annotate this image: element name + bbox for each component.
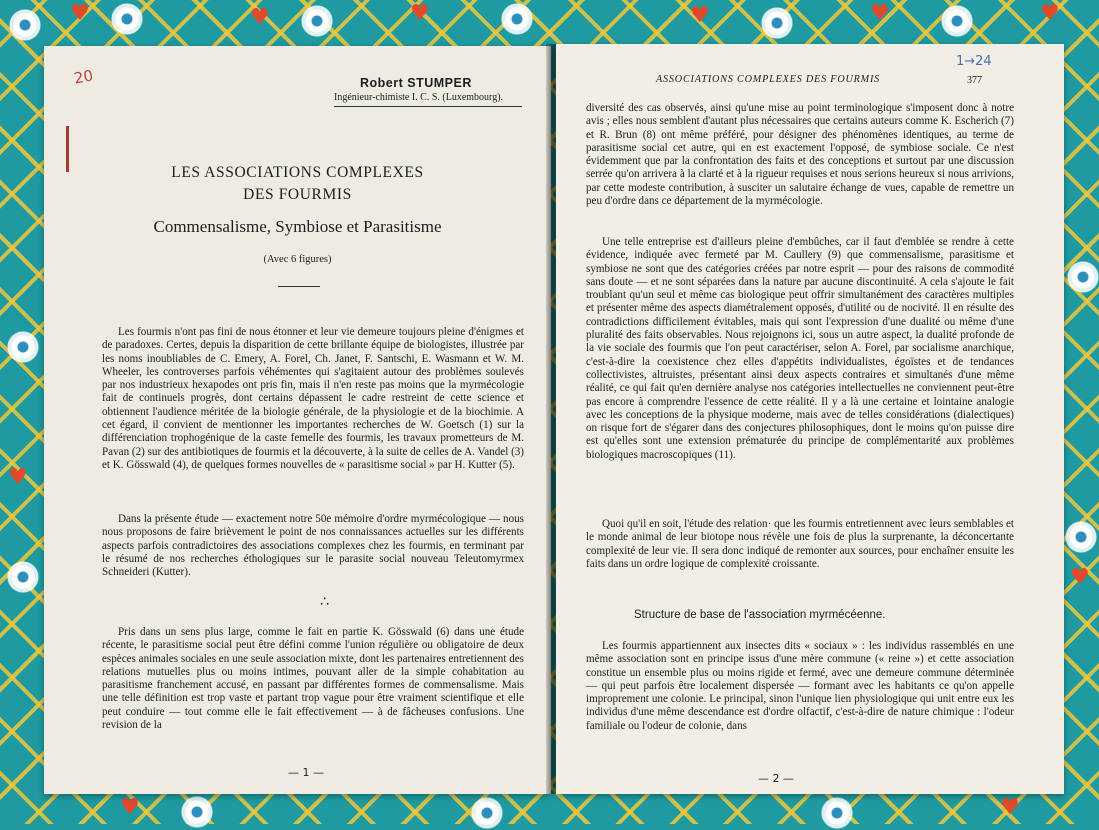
body-paragraph: Quoi qu'il en soit, l'étude des relation· que les fourmis entretiennent avec leurs semblables et le monde animal de leur biotope nous révèle une fois de plus la surprenante, la déconcertante complexité de leur vie. Il sera donc indiqué de remonter aux sources, pour enchaîner ensuite les faits dans un ordre logique de complexité croissante. — [586, 518, 1014, 570]
page-folio: — 2 — — [758, 772, 794, 785]
flower-pattern — [300, 4, 334, 38]
section-heading: Structure de base de l'association myrmécéenne. — [634, 609, 886, 621]
flower-pattern — [940, 4, 974, 38]
heart-pattern: ♥ — [70, 1, 90, 26]
heart-pattern: ♥ — [1070, 565, 1090, 590]
pencil-annotation: 1→24 — [956, 54, 992, 69]
flower-pattern — [8, 8, 42, 42]
figures-note: (Avec 6 figures) — [263, 254, 332, 265]
body-paragraph: Pris dans un sens plus large, comme le fait en partie K. Gösswald (6) dans une étude récente, le parasitisme social peut être défini comme l'union régulière ou obligatoire de deux espèces animales sociales en une seule association mixte, dont les partenaires entretiennent des relations mutuelles plus ou moins intimes, pouvant aller de la simple cohabitation au parasitisme franchement accusé, en passant par différentes formes de commensalisme. Mais une telle définition est trop vaste et partant trop vague pour être vraiment scientifique et elle peut conduire — tout comme elle le fait effectivement — à de fâcheuses confusions. Une revision de la — [102, 626, 524, 732]
page-number: 377 — [967, 75, 982, 86]
author-name: Robert STUMPER — [360, 76, 472, 90]
flower-pattern — [1066, 260, 1099, 294]
heart-pattern: ♥ — [690, 3, 710, 28]
article-subtitle: Commensalisme, Symbiose et Parasitisme — [153, 217, 442, 236]
body-paragraph: Dans la présente étude — exactement notre 50e mémoire d'ordre myrmécologique — nous nous proposons de faire brièvement le point de nos connaissances actuelles sur les différents aspects parfois contradictoires des associations complexes chez les fourmis, en terminant par le résumé de nos recherches éthologiques sur le parasite social nouveau Teleutomyrmex Schneideri (Kutter). — [102, 513, 524, 579]
heart-pattern: ♥ — [120, 795, 140, 820]
flower-pattern — [6, 330, 40, 364]
flower-pattern — [500, 2, 534, 36]
flower-pattern — [1064, 520, 1098, 554]
pencil-annotation: 20 — [72, 66, 95, 88]
heart-pattern: ♥ — [250, 5, 270, 30]
running-head: ASSOCIATIONS COMPLEXES DES FOURMIS — [656, 74, 881, 85]
section-separator: ∴ — [320, 594, 329, 610]
title-rule — [278, 286, 320, 287]
article-title-line1: LES ASSOCIATIONS COMPLEXES — [171, 164, 424, 181]
flower-pattern — [110, 2, 144, 36]
body-paragraph: diversité des cas observés, ainsi qu'une mise au point terminologique s'imposent donc à notre avis ; elles nous semblent d'autant plus nécessaires que certains auteurs comme K. Escherich (7) et R. Brun (8) ont même préféré, pour désigner des phénomènes identiques, au terme de parasitisme social cet autre, qui en est exactement l'opposé, de symbiose sociale. Ce n'est évidemment que par la confrontation des faits et des conceptions et surtout par une discussion serrée qu'on arrivera à la clarté et à la rigueur requises et nous serions heureux si nous arrivions, par cette modeste contribution, à susciter un salutaire échange de vues, capable de remettre un peu d'ordre dans ce département de la myrmécologie. — [586, 102, 1014, 208]
article-title-line2: DES FOURMIS — [243, 186, 352, 203]
right-page — [556, 44, 1064, 794]
left-page — [44, 46, 551, 794]
heart-pattern: ♥ — [870, 1, 890, 26]
author-block — [334, 76, 534, 107]
flower-pattern — [6, 560, 40, 594]
author-affiliation: Ingénieur-chimiste I. C. S. (Luxembourg). — [334, 92, 504, 103]
page-folio: — 1 — — [288, 766, 324, 779]
heart-pattern: ♥ — [8, 465, 28, 490]
body-paragraph: Les fourmis n'ont pas fini de nous étonner et leur vie demeure toujours pleine d'énigmes et de paradoxes. Certes, depuis la disparition de cette brillante équipe de biologistes, illustrée par les noms inoubliables de C. Emery, A. Forel, Ch. Janet, F. Santschi, E. Wasmann et W. M. Wheeler, les controverses parfois véhémentes qui s'agitaient autour des problèmes soulevés par nos industrieux hexapodes ont pris fin, mais il n'en reste pas moins que la myrmécologie fait de continuels progrès, dont certains dépassent le cadre restreint de cette science et obtiennent l'audience méritée de la biologie générale, de la physiologie et de la biochimie. A cet égard, il convient de mentionner les importantes recherches de W. Goetsch (1) sur la différenciation trophogénique de la caste femelle des fourmis, les travaux prometteurs de M. Pavan (2) sur des antibiotiques de fourmis et la découverte, à la suite de celles de A. Vandel (3) et K. Gösswald (4), de quelques formes nouvelles de « parasitisme social » par H. Kutter (5). — [102, 326, 524, 471]
heart-pattern: ♥ — [410, 1, 430, 26]
author-rule — [334, 106, 522, 107]
heart-pattern: ♥ — [1040, 1, 1060, 26]
flower-pattern — [760, 6, 794, 40]
flower-pattern — [820, 796, 854, 830]
flower-pattern — [470, 796, 504, 830]
body-paragraph: Une telle entreprise est d'ailleurs pleine d'embûches, car il faut d'emblée se rendre à cette évidence, indiquée avec fermeté par M. Caullery (9) que commensalisme, parasitisme et symbiose ne sont que des catégories créées par notre esprit — pour des raisons de commodité sans doute — et ne sont séparées dans la nature par aucune discontinuité. A cela s'ajoute le fait troublant qu'un seul et même cas biologique peut offrir simultanément des caractères multiples et présenter même des aspects diamétralement opposés, d'utilité ou de nocivité. Il en résulte des contradictions difficilement évitables, mais qui sont l'expression d'une dualité ou même d'une pluralité des faits observables. Nous rejoignons ici, sous un autre aspect, la dualité profonde de la vie sociale des fourmis que l'on peut caractériser, selon A. Forel, par socialisme anarchique, c'est-à-dire la coexistence chez elles d'appétits individualistes, égoïstes et de tendances collectivistes, altruistes, présentant ainsi deux aspects contraires et simultanés d'une même réalité, ce qui fait qu'en dernière analyse nos catégories intellectuelles ne conviennent peut-être pas encore à comprendre l'essence de cette réalité. Il y a là une certaine et lointaine analogie avec les conceptions de la physique moderne, mais avec de telles considérations (dialectiques) on risque fort de s'égarer dans des conjectures philosophiques, dont le moins qu'on puisse dire est qu'elles sont une extension prématurée du principe de complémentarité aux problèmes biologiques macroscopiques (11). — [586, 236, 1014, 461]
heart-pattern: ♥ — [1000, 795, 1020, 820]
body-paragraph: Les fourmis appartiennent aux insectes dits « sociaux » : les individus rassemblés en une même association sont en principe issus d'une mère commune (« reine ») et cette association constitue un ensemble plus ou moins rigide et fermé, avec une demeure commune déterminée — qui peut parfois être localement dispersée — formant avec les habitants ce qu'on appelle improprement une colonie. Le principal, sinon l'unique lien physiologique qui unit entre eux les individus d'une même descendance est d'ordre olfactif, c'est-à-dire de nature chimique : l'odeur familiale ou l'odeur de colonie, dans — [586, 640, 1014, 732]
